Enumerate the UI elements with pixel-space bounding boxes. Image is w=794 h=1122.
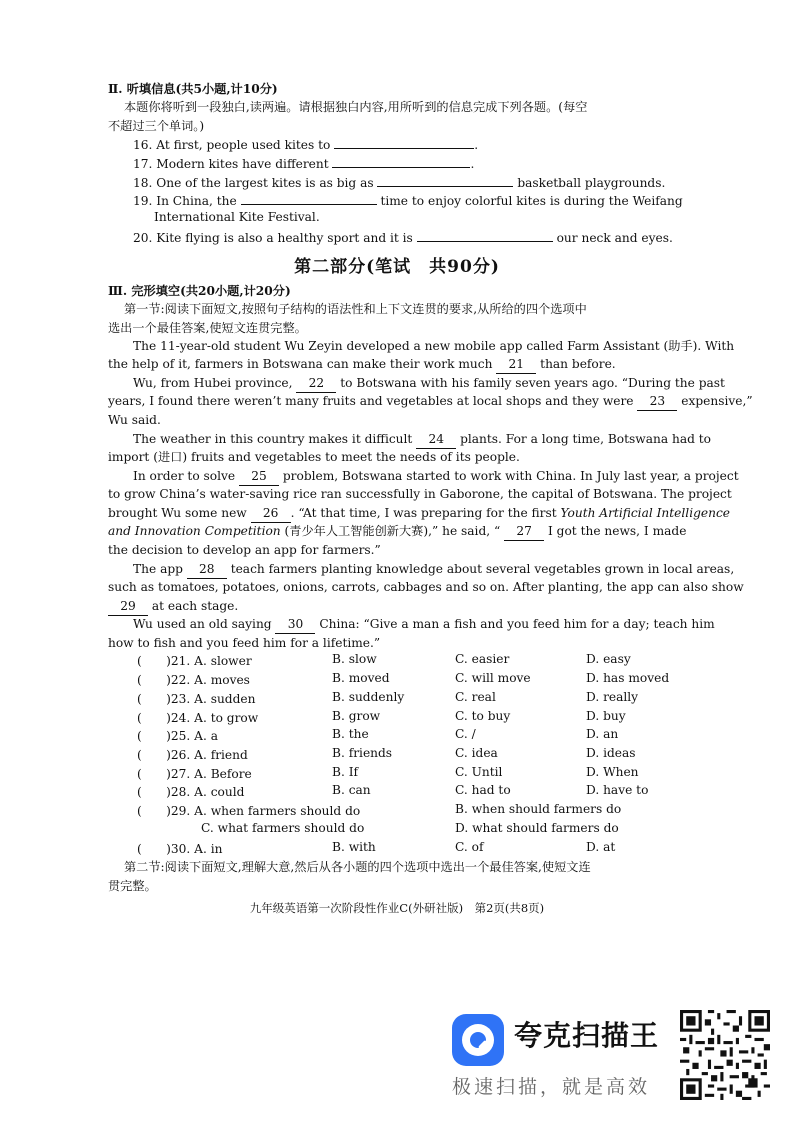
section-iii-sub1-instruction: 第一节:阅读下面短文,按照句子结构的语法性和上下文连贯的要求,从所给的四个选项中: [124, 302, 587, 316]
cloze-blank-21[interactable]: 21: [496, 355, 536, 374]
qr-code-icon: [680, 1010, 770, 1100]
option-row-21[interactable]: ( )21. A. slower: [137, 654, 252, 668]
option-d[interactable]: D. at: [586, 840, 616, 854]
answer-blank-16[interactable]: [334, 134, 474, 149]
passage-line: brought Wu some new 26 . “At that time, I was preparing for the first Youth Artificial Intelligence: [108, 504, 730, 523]
option-row-30[interactable]: ( )30. A. in: [137, 842, 223, 856]
quark-logo-icon: [452, 1014, 504, 1066]
option-c[interactable]: C. real: [455, 690, 496, 704]
option-b[interactable]: B. can: [332, 783, 371, 797]
cloze-blank-29[interactable]: 29: [108, 597, 148, 616]
option-d[interactable]: D. easy: [586, 652, 631, 666]
option-b[interactable]: B. suddenly: [332, 690, 405, 704]
passage-line: Wu used an old saying 30 China: “Give a man a fish and you feed him for a day; teach him: [133, 615, 715, 634]
option-b[interactable]: B. friends: [332, 746, 393, 760]
passage-line: import (进口) fruits and vegetables to meet the needs of its people.: [108, 450, 520, 464]
section-iii-sub1-instruction-cont: 选出一个最佳答案,使短文连贯完整。: [108, 321, 307, 335]
option-d[interactable]: D. has moved: [586, 671, 670, 685]
passage-line: The 11-year-old student Wu Zeyin developed a new mobile app called Farm Assistant (助手). With: [133, 339, 735, 353]
option-row-29[interactable]: ( )29. A. when farmers should do: [137, 804, 361, 818]
section-ii-heading: Ⅱ. 听填信息(共5小题,计10分): [108, 82, 278, 96]
option-d[interactable]: D. really: [586, 690, 639, 704]
option-b[interactable]: B. moved: [332, 671, 390, 685]
option-d[interactable]: D. buy: [586, 709, 626, 723]
option-d[interactable]: D. ideas: [586, 746, 636, 760]
option-row-26[interactable]: ( )26. A. friend: [137, 748, 248, 762]
cloze-blank-30[interactable]: 30: [275, 615, 315, 634]
option-b[interactable]: B. when should farmers do: [455, 802, 622, 816]
part-two-title: 第二部分(笔试 共90分): [294, 257, 500, 277]
scanner-slogan: 极速扫描，就是高效: [452, 1076, 651, 1098]
passage-line: Wu said.: [108, 413, 161, 427]
passage-line: how to fish and you feed him for a lifetime.”: [108, 636, 381, 650]
answer-blank-20[interactable]: [417, 227, 553, 242]
passage-line: Wu, from Hubei province, 22 to Botswana with his family seven years ago. “During the past: [133, 374, 725, 393]
cloze-blank-26[interactable]: 26: [251, 504, 291, 523]
answer-blank-19[interactable]: [241, 190, 377, 205]
option-row-22[interactable]: ( )22. A. moves: [137, 673, 250, 687]
option-c[interactable]: C. to buy: [455, 709, 511, 723]
option-c[interactable]: C. easier: [455, 652, 510, 666]
answer-blank-18[interactable]: [377, 172, 513, 187]
option-row-24[interactable]: ( )24. A. to grow: [137, 711, 259, 725]
option-c[interactable]: C. had to: [455, 783, 511, 797]
option-b[interactable]: B. with: [332, 840, 376, 854]
scanner-brand-name: 夸克扫描王: [514, 1019, 660, 1052]
option-row-23[interactable]: ( )23. A. sudden: [137, 692, 256, 706]
option-c[interactable]: C. of: [455, 840, 484, 854]
option-d[interactable]: D. an: [586, 727, 619, 741]
answer-blank-17[interactable]: [332, 153, 470, 168]
cloze-blank-27[interactable]: 27: [504, 522, 544, 541]
section-ii-instruction: 本题你将听到一段独白,读两遍。请根据独白内容,用所听到的信息完成下列各题。(每空: [124, 100, 588, 114]
option-row-27[interactable]: ( )27. A. Before: [137, 767, 252, 781]
passage-line: the decision to develop an app for farmers.”: [108, 543, 381, 557]
passage-line: 29 at each stage.: [108, 597, 238, 616]
option-d[interactable]: D. have to: [586, 783, 649, 797]
option-c[interactable]: C. Until: [455, 765, 503, 779]
question-20: 20. Kite flying is also a healthy sport and it is our neck and eyes.: [133, 227, 673, 247]
question-19: 19. In China, the time to enjoy colorful kites is during the Weifang: [133, 190, 683, 210]
option-b[interactable]: B. the: [332, 727, 369, 741]
option-d[interactable]: D. what should farmers do: [455, 821, 619, 835]
option-c[interactable]: C. will move: [455, 671, 531, 685]
cloze-blank-28[interactable]: 28: [187, 560, 227, 579]
section-iii-sub2-instruction-cont: 贯完整。: [108, 879, 157, 893]
cloze-blank-25[interactable]: 25: [239, 467, 279, 486]
question-19-cont: International Kite Festival.: [154, 210, 320, 224]
passage-line: In order to solve 25 problem, Botswana started to work with China. In July last year, a project: [133, 467, 739, 486]
option-c[interactable]: C. what farmers should do: [201, 821, 365, 835]
option-d[interactable]: D. When: [586, 765, 639, 779]
question-18: 18. One of the largest kites is as big as basketball playgrounds.: [133, 172, 665, 192]
option-row-28[interactable]: ( )28. A. could: [137, 785, 245, 799]
option-b[interactable]: B. slow: [332, 652, 377, 666]
passage-line: such as tomatoes, potatoes, onions, carrots, cabbages and so on. After planting, the app can also show: [108, 580, 744, 594]
passage-line: and Innovation Competition (青少年人工智能创新大赛),” he said, “ 27 I got the news, I made: [108, 522, 686, 541]
cloze-blank-23[interactable]: 23: [637, 392, 677, 411]
cloze-blank-22[interactable]: 22: [296, 374, 336, 393]
option-b[interactable]: B. If: [332, 765, 359, 779]
option-c[interactable]: C. /: [455, 727, 476, 741]
passage-line: The weather in this country makes it difficult 24 plants. For a long time, Botswana had to: [133, 430, 711, 449]
passage-line: The app 28 teach farmers planting knowledge about several vegetables grown in local areas,: [133, 560, 734, 579]
option-c[interactable]: C. idea: [455, 746, 498, 760]
passage-line: to grow China’s water-saving rice ran successfully in Gaborone, the capital of Botswana. The project: [108, 487, 732, 501]
section-iii-sub2-instruction: 第二节:阅读下面短文,理解大意,然后从各小题的四个选项中选出一个最佳答案,使短文连: [124, 860, 591, 874]
option-row-25[interactable]: ( )25. A. a: [137, 729, 218, 743]
question-17: 17. Modern kites have different .: [133, 153, 474, 173]
option-b[interactable]: B. grow: [332, 709, 381, 723]
page-footer: 九年级英语第一次阶段性作业C(外研社版) 第2页(共8页): [249, 901, 545, 915]
section-iii-heading: Ⅲ. 完形填空(共20小题,计20分): [108, 284, 291, 298]
cloze-blank-24[interactable]: 24: [416, 430, 456, 449]
passage-line: the help of it, farmers in Botswana can make their work much 21 than before.: [108, 355, 616, 374]
passage-line: years, I found there weren’t many fruits and vegetables at local shops and they were 23 expensive,”: [108, 392, 753, 411]
question-16: 16. At first, people used kites to .: [133, 134, 478, 154]
section-ii-instruction-cont: 不超过三个单词。): [108, 119, 205, 133]
